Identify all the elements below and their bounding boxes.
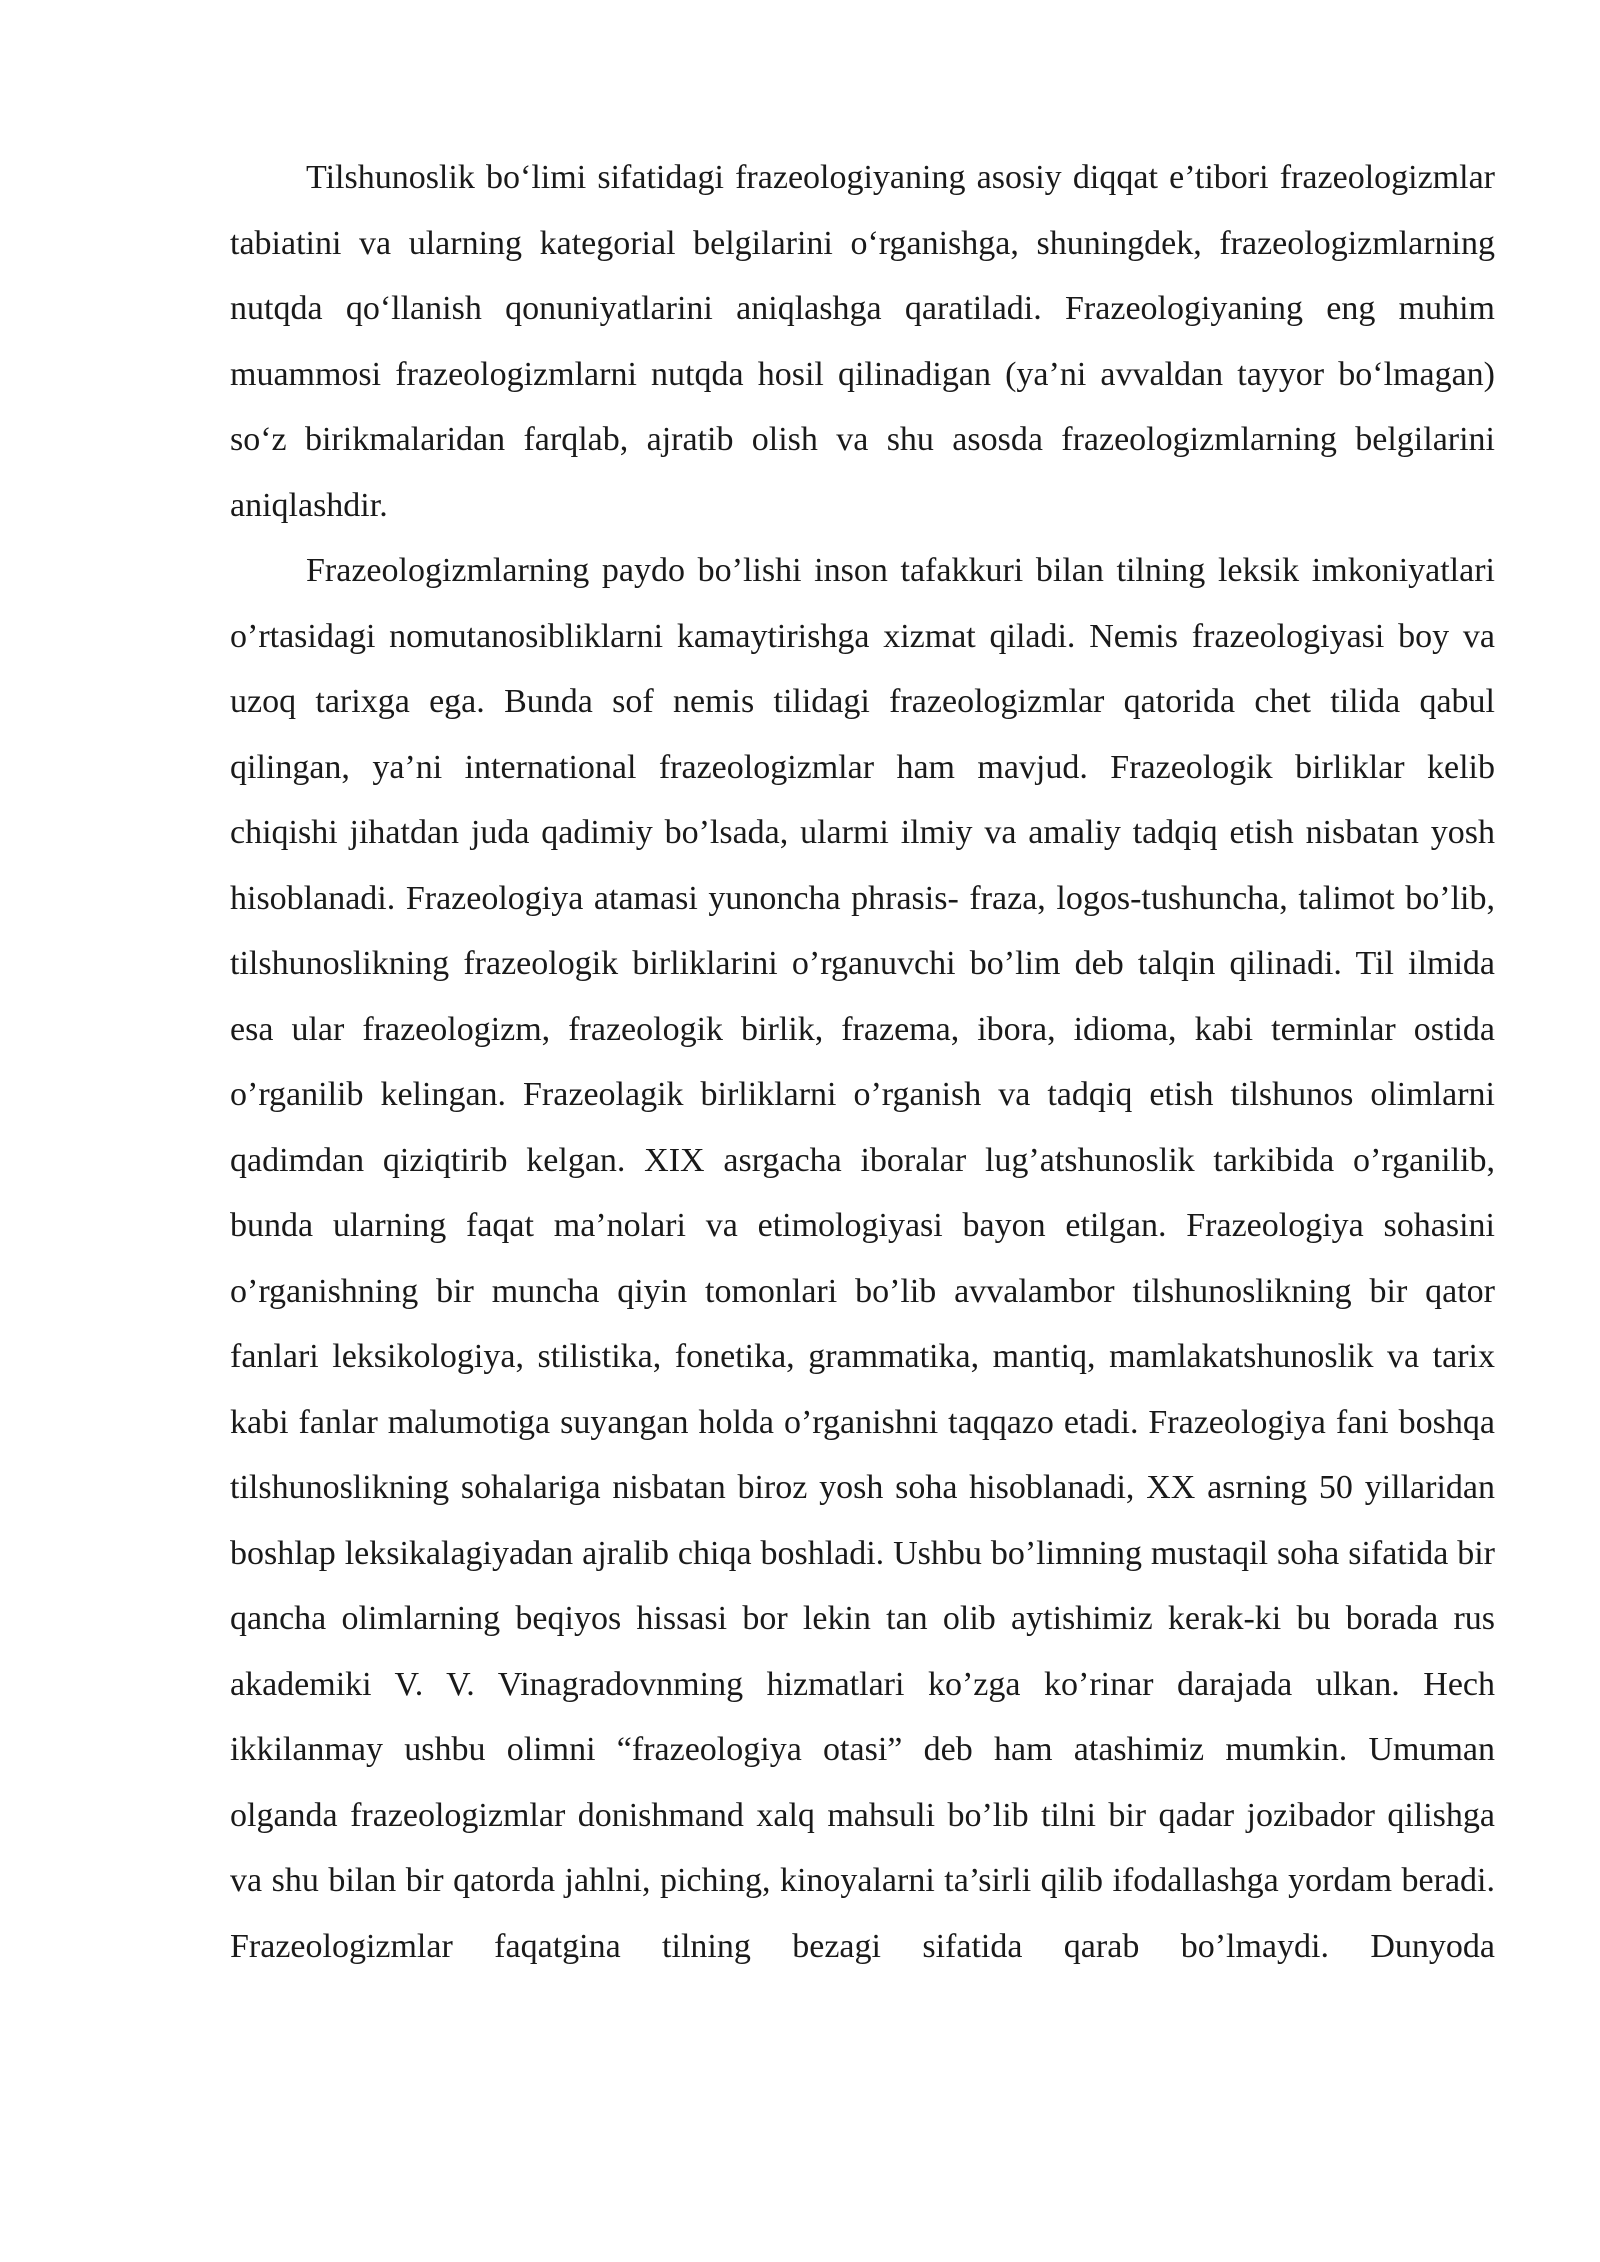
document-body xyxy=(230,145,1495,1979)
paragraph-1: Tilshunoslik bo‘limi sifatidagi frazeologiyaning asosiy diqqat e’tibori frazeologizmlar tabiatini va ularning kategorial belgilarini o‘rganishga, shuningdek, frazeologizmlarning nutqda qo‘llanish qonuniyatlarini aniqlashga qaratiladi. Frazeologiyaning eng muhim muammosi frazeologizmlarni nutqda hosil qilinadigan (ya’ni avvaldan tayyor bo‘lmagan) so‘z birikmalaridan farqlab, ajratib olish va shu asosda frazeologizmlarning belgilarini aniqlashdir. xyxy=(230,159,1495,524)
paragraph-2: Frazeologizmlarning paydo bo’lishi inson tafakkuri bilan tilning leksik imkoniyatlari o’rtasidagi nomutanosibliklarni kamaytirishga xizmat qiladi. Nemis frazeologiyasi boy va uzoq tarixga ega. Bunda sof nemis tilidagi frazeologizmlar qatorida chet tilida qabul qilingan, ya’ni international frazeologizmlar ham mavjud. Frazeologik birliklar kelib chiqishi jihatdan juda qadimiy bo’lsada, ularmi ilmiy va amaliy tadqiq etish nisbatan yosh hisoblanadi. Frazeologiya atamasi yunoncha phrasis- fraza, logos-tushuncha, talimot bo’lib, tilshunoslikning frazeologik birliklarini o’rganuvchi bo’lim deb talqin qilinadi. Til ilmida esa ular frazeologizm, frazeologik birlik, frazema, ibora, idioma, kabi terminlar ostida o’rganilib kelingan. Frazeolagik birliklarni o’rganish va tadqiq etish tilshunos olimlarni qadimdan qiziqtirib kelgan. XIX asrgacha iboralar lug’atshunoslik tarkibida o’rganilib, bunda ularning faqat ma’nolari va etimologiyasi bayon etilgan. Frazeologiya sohasini o’rganishning bir muncha qiyin tomonlari bo’lib avvalambor tilshunoslikning bir qator fanlari leksikologiya, stilistika, fonetika, grammatika, mantiq, mamlakatshunoslik va tarix kabi fanlar malumotiga suyangan holda o’rganishni taqqazo etadi. Frazeologiya fani boshqa tilshunoslikning sohalariga nisbatan biroz yosh soha hisoblanadi, XX asrning 50 yillaridan boshlap leksikalagiyadan ajralib chiqa boshladi. Ushbu bo’limning mustaqil soha sifatida bir qancha olimlarning beqiyos hissasi bor lekin tan olib aytishimiz kerak-ki bu borada rus akademiki V. V. Vinagradovnming hizmatlari ko’zga ko’rinar darajada ulkan. Hech ikkilanmay ushbu olimni “frazeologiya otasi” deb ham atashimiz mumkin. Umuman olganda frazeologizmlar donishmand xalq mahsuli bo’lib tilni bir qadar jozibador qilishga va shu bilan bir qatorda jahlni, piching, kinoyalarni ta’sirli qilib ifodallashga yordam beradi. Frazeologizmlar faqatgina tilning bezagi sifatida qarab bo’lmaydi. Dunyoda xyxy=(230,552,1495,1965)
